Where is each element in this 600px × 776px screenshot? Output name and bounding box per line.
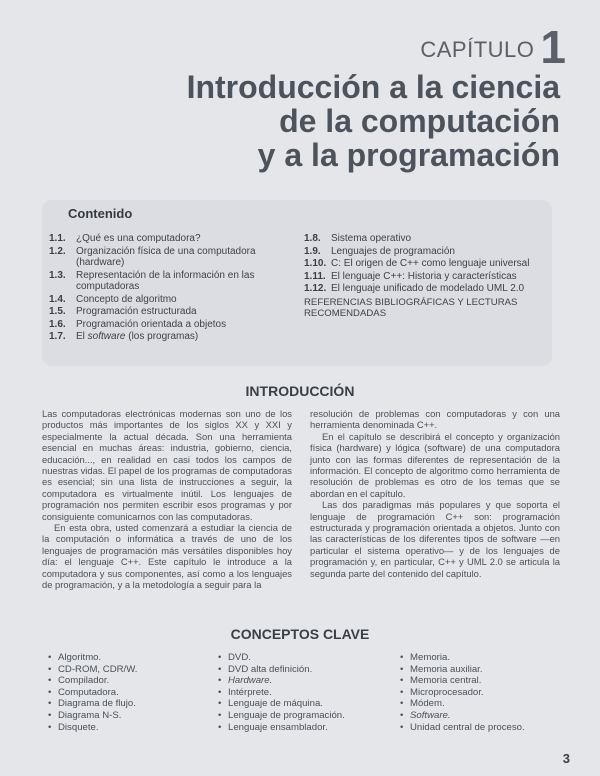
list-item: • Unidad central de proceso. — [400, 721, 525, 733]
toc-text: Representación de la información en las computadoras — [76, 269, 255, 292]
toc-item — [304, 233, 544, 245]
intro-right-column — [310, 408, 560, 579]
toc-number: 1.12. — [304, 283, 327, 294]
toc-item — [304, 283, 544, 295]
toc-text-italic: software — [87, 331, 126, 342]
toc-text-prefix: El — [76, 331, 88, 342]
toc-item — [49, 246, 304, 269]
chapter-title-line: Introducción a la ciencia — [186, 69, 560, 105]
concept-text: Lenguaje ensamblador. — [228, 721, 328, 733]
toc-number: 1.10. — [304, 258, 327, 269]
list-item: • Hardware. — [218, 675, 273, 687]
toc-text: ¿Qué es una computadora? — [76, 233, 201, 244]
toc-item — [304, 258, 544, 270]
list-item: • Computadora. — [48, 686, 119, 698]
list-item: • Microprocesador. — [400, 686, 484, 698]
toc-text: Sistema operativo — [331, 233, 412, 244]
concepts-column-2 — [218, 652, 345, 733]
list-item: • Diagrama de flujo. — [48, 698, 136, 710]
concept-text: CD-ROM, CDR/W. — [58, 663, 138, 675]
list-item: • CD-ROM, CDR/W. — [48, 663, 138, 675]
list-item: • Memoria auxiliar. — [400, 663, 483, 675]
chapter-title-line: y a la programación — [257, 137, 560, 173]
toc-number: 1.11. — [304, 270, 326, 282]
list-item: • Memoria central. — [400, 675, 482, 687]
concept-text: Lenguaje de máquina. — [228, 698, 323, 710]
concept-text: Hardware. — [228, 675, 273, 687]
toc-item — [49, 294, 304, 306]
list-item: • Intérprete. — [218, 686, 272, 698]
toc-item — [49, 233, 304, 245]
concept-text: Software. — [410, 709, 451, 721]
toc-text: El lenguaje C++: Historia y características — [331, 270, 517, 282]
intro-heading: INTRODUCCIÓN — [245, 383, 355, 399]
toc-number: 1.7. — [49, 331, 66, 342]
intro-paragraph: En esta obra, usted comenzará a estudiar la ciencia de la computación o informática a través de uno de los lenguajes de programación más versátiles disponibles hoy día: el lenguaje C++. Este capítulo le introduce a la computadora y sus componentes, así como a los lenguajes de programación, y a la metodología a seguir para la — [42, 522, 292, 591]
concepts-heading: CONCEPTOS CLAVE — [230, 626, 370, 642]
concept-text: Lenguaje de programación. — [228, 709, 345, 721]
toc-number: 1.4. — [49, 293, 66, 305]
concept-text: Computadora. — [58, 686, 119, 698]
list-item: • Disquete. — [48, 721, 99, 733]
concepts-column-1 — [48, 652, 137, 733]
toc-item — [49, 270, 304, 293]
toc-text: Programación orientada a objetos — [76, 318, 227, 330]
chapter-label: CAPÍTULO — [420, 37, 535, 62]
toc-number: 1.1. — [49, 233, 66, 244]
concept-text: DVD alta definición. — [228, 663, 313, 675]
chapter-number: 1 — [540, 21, 566, 73]
concept-text: Algoritmo. — [58, 652, 102, 663]
toc-number: 1.6. — [49, 318, 66, 330]
chapter-header — [420, 21, 566, 73]
concept-text: Intérprete. — [228, 686, 272, 698]
toc-text-suffix: (los programas) — [125, 331, 199, 342]
list-item: • Memoria. — [400, 652, 450, 663]
concept-text: Memoria. — [410, 652, 450, 663]
intro-paragraph: Las computadoras electrónicas modernas son uno de los productos más importantes de los siglos XX y XXI y especialmente la actual década. Son una herramienta esencial en muchas áreas: industria, gobierno, ciencia, educación..., en realidad en casi todos los campos de nuestras vidas. El papel de los programas de computadoras es esencial; sin una lista de instrucciones a seguir, la computadora es virtualmente inútil. Los lenguajes de programación nos permiten escribir esos programas y por consiguiente comunicarnos con las computadoras. — [42, 408, 292, 522]
toc-number: 1.3. — [49, 269, 66, 281]
intro-left-column — [42, 408, 292, 591]
list-item: • Diagrama N-S. — [48, 709, 122, 721]
concept-text: Diagrama de flujo. — [58, 698, 136, 710]
concept-text: Memoria auxiliar. — [410, 663, 483, 675]
page-number: 3 — [562, 751, 570, 766]
list-item: • Compilador. — [48, 675, 110, 687]
toc-item — [304, 246, 544, 258]
contents-box — [42, 200, 552, 366]
concept-text: Módem. — [410, 698, 445, 710]
toc-text — [76, 331, 304, 343]
intro-paragraph: resolución de problemas con computadoras y con una herramienta denominada C++. — [310, 408, 560, 431]
list-item: • Módem. — [400, 698, 445, 710]
list-item: • Lenguaje ensamblador. — [218, 721, 328, 733]
toc-text: C: El origen de C++ como lenguaje universal — [331, 258, 530, 269]
toc-text: Concepto de algoritmo — [76, 293, 177, 305]
toc-left-column — [49, 233, 304, 344]
concept-text: Memoria central. — [410, 675, 482, 687]
toc-item — [49, 331, 304, 343]
list-item: • Algoritmo. — [48, 652, 102, 663]
chapter-title — [140, 70, 560, 172]
list-item: • Lenguaje de máquina. — [218, 698, 323, 710]
toc-text: Programación estructurada — [76, 306, 197, 317]
toc-number: 1.2. — [49, 245, 66, 257]
intro-paragraph: En el capítulo se describirá el concepto y organización física (hardware) y lógica (software) de una computadora junto con las formas diferentes de representación de la información. El concepto de algoritmo como herramienta de resolución de problemas es otro de los temas que se abordan en el capítulo. — [310, 430, 560, 499]
intro-paragraph: Las dos paradigmas más populares y que soporta el lenguaje de programación C++ son: programación estructurada y programación orientada a objetos. Junto con las características de los diferentes tipos de software —en particular el sistema operativo— y de los lenguajes de programación y, en particular, C++ y UML 2.0 se articula la segunda parte del contenido del capítulo. — [310, 499, 560, 579]
list-item: • DVD. — [218, 652, 251, 663]
toc-references: REFERENCIAS BIBLIOGRÁFICAS Y LECTURAS RECOMENDADAS — [304, 296, 518, 319]
concept-text: Diagrama N-S. — [58, 709, 122, 721]
list-item: • Lenguaje de programación. — [218, 709, 345, 721]
concept-text: Unidad central de proceso. — [410, 721, 525, 733]
concept-text: DVD. — [228, 652, 251, 663]
concept-text: Disquete. — [58, 721, 99, 733]
chapter-title-line: de la computación — [279, 103, 560, 139]
contents-title: Contenido — [68, 206, 133, 221]
toc-text: Lenguajes de programación — [331, 245, 455, 257]
toc-number: 1.8. — [304, 233, 321, 244]
toc-text: Organización física de una computadora (hardware) — [76, 245, 256, 268]
toc-text: El lenguaje unificado de modelado UML 2.0 — [331, 283, 525, 294]
toc-item — [49, 319, 304, 331]
toc-item — [49, 306, 304, 318]
list-item: • DVD alta definición. — [218, 663, 313, 675]
list-item: • Software. — [400, 709, 451, 721]
concepts-column-3 — [400, 652, 525, 733]
toc-number: 1.5. — [49, 306, 66, 317]
concept-text: Compilador. — [58, 675, 110, 687]
toc-right-column — [304, 233, 544, 320]
toc-item — [304, 271, 544, 283]
concept-text: Microprocesador. — [410, 686, 484, 698]
toc-number: 1.9. — [304, 245, 321, 257]
